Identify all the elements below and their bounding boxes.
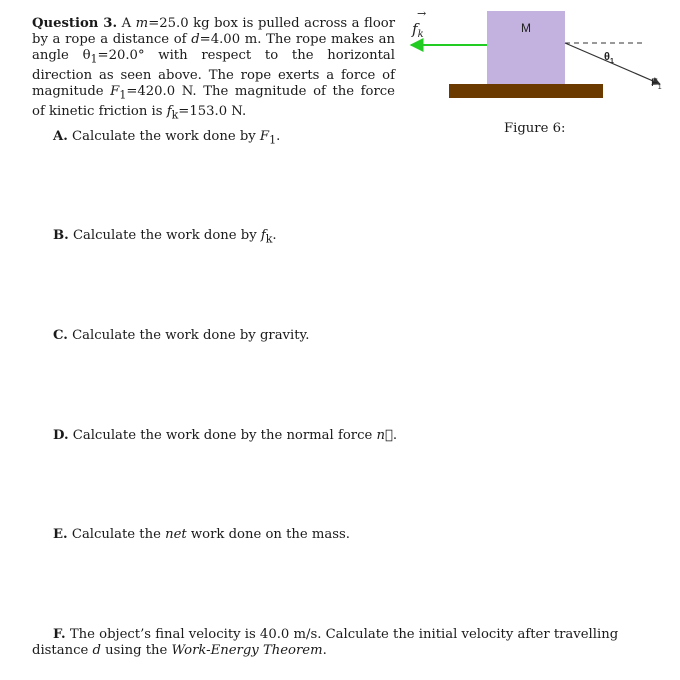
intro-text: =153.0 N. [178, 104, 247, 120]
angle-subscript: 1 [90, 53, 98, 67]
part-e-text: Calculate the [71, 527, 166, 542]
part-d [53, 428, 397, 444]
part-e-emphasis: net [165, 527, 187, 542]
part-f-text-mid: using the [100, 643, 172, 658]
question-intro [32, 16, 395, 124]
intro-text: =20.0° with respect to the horizontal direction as seen above. The rope exerts a force of magnitude [32, 48, 396, 100]
part-f-end: . [322, 643, 327, 658]
part-e-label: E. [53, 527, 68, 542]
intro-text: =25.0 kg box is pulled across a floor by a rope a distance of [32, 16, 396, 48]
mass-symbol: m [135, 16, 149, 31]
distance-symbol: d [191, 32, 200, 48]
part-e-text-end: work done on the mass. [186, 527, 350, 542]
friction-label: $f_k$ [412, 20, 424, 40]
box-label: M [521, 21, 531, 35]
part-d-text: Calculate the work done by the normal force [72, 428, 377, 443]
angle-label: $\theta_1$ [604, 51, 614, 65]
part-b-end: . [272, 228, 277, 243]
part-f-symbol: d [92, 643, 101, 658]
part-f-emphasis: Work-Energy Theorem [171, 643, 323, 658]
part-b-label: B. [53, 228, 69, 243]
friction-arrow-symbol: → [417, 7, 427, 20]
intro-text: A [121, 16, 136, 31]
intro-text: =4.00 m. The rope makes an angle θ [32, 32, 395, 64]
friction-symbol: f [166, 104, 172, 120]
force-subscript: 1 [119, 89, 127, 103]
force-label: $F_1$ [651, 77, 662, 91]
part-d-symbol: n⃗ [376, 428, 393, 443]
part-a-text: Calculate the work done by [72, 129, 260, 144]
part-a-end: . [276, 129, 281, 144]
part-b-subscript: k [265, 232, 273, 246]
part-b [53, 228, 277, 248]
part-a-label: A. [53, 129, 68, 144]
friction-subscript: k [171, 108, 179, 122]
part-f [32, 627, 662, 659]
force-symbol: F [110, 84, 120, 100]
part-f-label: F. [53, 627, 66, 642]
part-b-symbol: f [260, 228, 266, 243]
floor [449, 84, 603, 98]
part-d-label: D. [53, 428, 69, 443]
part-b-text: Calculate the work done by [72, 228, 261, 243]
intro-text: =420.0 N. The magnitude of the force of kinetic friction is [32, 84, 395, 120]
part-c-text: Calculate the work done by gravity. [72, 328, 310, 343]
part-d-end: . [392, 428, 398, 443]
figure-caption: Figure 6: [504, 121, 566, 136]
part-e [53, 527, 350, 543]
part-a-symbol: F [259, 129, 270, 144]
part-a [53, 129, 280, 149]
part-c [53, 328, 309, 344]
part-f-text: The object’s final velocity is 40.0 m/s. Calculate the initial velocity after travelling distance [32, 627, 619, 658]
part-c-label: C. [53, 328, 68, 343]
part-a-subscript: 1 [269, 133, 277, 147]
question-heading: Question 3. [32, 16, 118, 31]
